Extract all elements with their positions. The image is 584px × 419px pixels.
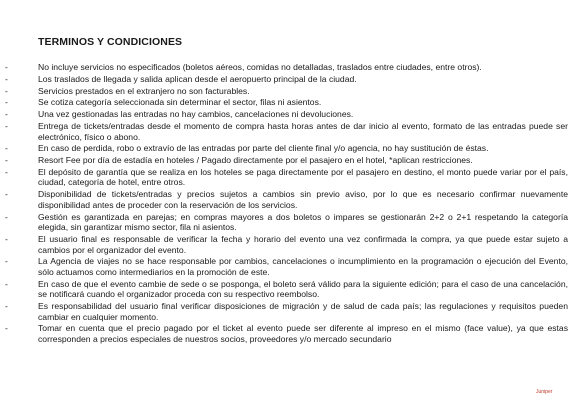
list-item: [0, 189, 584, 210]
terms-list: [0, 62, 584, 346]
list-item: [0, 167, 584, 188]
list-item: [0, 97, 584, 108]
bullet-dash: -: [5, 62, 8, 72]
list-item-text: Se cotiza categoría seleccionada sin determinar el sector, filas ni asientos.: [38, 97, 322, 108]
list-item: [0, 155, 584, 166]
list-item: [0, 62, 584, 73]
bullet-dash: -: [5, 73, 8, 84]
list-item: [0, 143, 584, 154]
list-item: [0, 301, 584, 322]
bullet-dash: -: [5, 166, 8, 177]
list-item-text: Servicios prestados en el extranjero no son facturables.: [38, 85, 250, 96]
list-item: [0, 121, 584, 142]
list-item-text: Una vez gestionadas las entradas no hay cambios, cancelaciones ni devoluciones.: [38, 109, 354, 120]
list-item: [0, 74, 584, 85]
bullet-dash: -: [5, 211, 8, 222]
list-item-text: En caso de que el evento cambie de sede o se posponga, el boleto será válido para la siguiente edición; para el caso de una cancelación, se notificará cuando el organizador proceda con su respectivo reembolso.: [38, 278, 568, 300]
bullet-dash: -: [5, 233, 8, 244]
bullet-dash: -: [5, 189, 8, 200]
list-item-text: Gestión es garantizada en parejas; en compras mayores a dos boletos o impares se gestionarán 2+2 o 2+1 respetando la categoría elegida, sin garantizar mismo sector, fila ni asientos.: [38, 211, 568, 233]
list-item: [0, 323, 584, 344]
bullet-dash: -: [5, 301, 8, 312]
list-item-text: No incluye servicios no especificados (boletos aéreos, comidas no detalladas, traslados entre ciudades, entre otros).: [38, 62, 482, 72]
list-item-text: Entrega de tickets/entradas desde el momento de compra hasta horas antes de dar inicio al evento, formato de las entradas puede ser electrónico, físico o abono.: [38, 120, 568, 142]
document-title: TERMINOS Y CONDICIONES: [38, 36, 183, 48]
watermark-stamp: Juniper: [536, 389, 553, 395]
list-item: [0, 256, 584, 277]
list-item-text: El depósito de garantía que se realiza en los hoteles se paga directamente por el pasajero en destino, el monto puede variar por el país, ciudad, categoría de hotel, entre otros.: [38, 166, 568, 188]
list-item-text: Los traslados de llegada y salida aplican desde el aeropuerto principal de la ciudad.: [38, 73, 357, 84]
list-item: [0, 212, 584, 233]
bullet-dash: -: [5, 120, 8, 131]
bullet-dash: -: [5, 256, 8, 267]
list-item-text: Es responsabilidad del usuario final verificar disposiciones de migración y de salud de cada país; las regulaciones y requisitos pueden cambiar en cualquier momento.: [38, 301, 568, 322]
list-item-text: La Agencia de viajes no se hace responsable por cambios, cancelaciones o incumplimiento en la programación o ejecución del Evento, sólo actuamos como intermediarios en la promoción de este.: [38, 256, 568, 277]
bullet-dash: -: [5, 323, 8, 334]
bullet-dash: -: [5, 155, 8, 166]
list-item-text: En caso de perdida, robo o extravío de las entradas por parte del cliente final y/o agencia, no hay sustitución de éstas.: [38, 143, 489, 154]
list-item-text: Disponibilidad de tickets/entradas y precios sujetos a cambios sin previo aviso, por lo que es necesario confirmar nuevamente disponibilidad antes de proceder con la reservación de los servicios.: [38, 189, 568, 210]
list-item-text: El usuario final es responsable de verificar la fecha y horario del evento una vez confirmada la compra, ya que puede estar sujeto a cambios por el organizador del evento.: [38, 233, 568, 255]
bullet-dash: -: [5, 278, 8, 289]
bullet-dash: -: [5, 97, 8, 108]
list-item-text: Resort Fee por día de estadía en hoteles / Pagado directamente por el pasajero en el hotel, *aplican restricciones.: [38, 155, 473, 166]
list-item: [0, 279, 584, 300]
bullet-dash: -: [5, 109, 8, 120]
bullet-dash: -: [5, 143, 8, 154]
list-item: [0, 109, 584, 120]
bullet-dash: -: [5, 85, 8, 96]
list-item: [0, 234, 584, 255]
list-item: [0, 86, 584, 97]
list-item-text: Tomar en cuenta que el precio pagado por el ticket al evento puede ser diferente al impreso en el mismo (face value), ya que estas corresponden a precios especiales de nuestros socios, proveedores y/o mercado secundario: [38, 323, 568, 345]
